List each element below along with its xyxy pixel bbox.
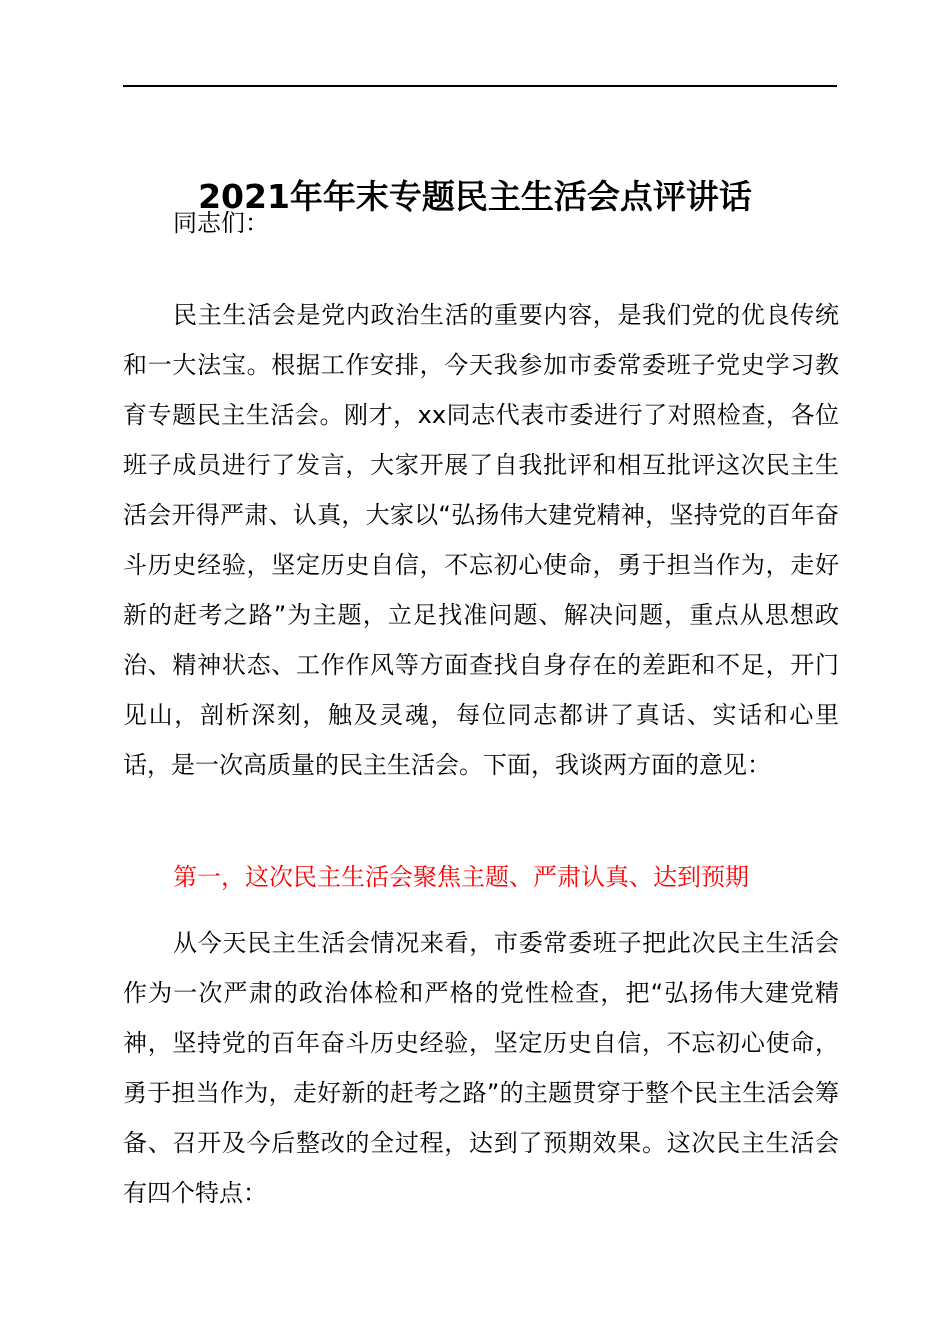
document-title: 2021年年末专题民主生活会点评讲话 <box>198 177 752 217</box>
header-rule <box>123 85 837 87</box>
paragraph-intro: 民主生活会是党内政治生活的重要内容，是我们党的优良传统和一大法宝。根据工作安排，今天我参加市委常委班子党史学习教育专题民主生活会。刚才，xx同志代表市委进行了对照检查，各位班子成员进行了发言，大家开展了自我批评和相互批评这次民主生活会开得严肃、认真，大家以“弘扬伟大建党精神，坚持党的百年奋斗历史经验，坚定历史自信，不忘初心使命，勇于担当作为，走好新的赶考之路”为主题，立足找准问题、解决问题，重点从思想政治、精神状态、工作作风等方面查找自身存在的差距和不足，开门见山，剖析深刻，触及灵魂，每位同志都讲了真话、实话和心里话，是一次高质量的民主生活会。下面，我谈两方面的意见： <box>123 301 839 779</box>
section-heading-first: 第一，这次民主生活会聚焦主题、严肃认真、达到预期 <box>173 863 749 891</box>
paragraph-section-one: 从今天民主生活会情况来看，市委常委班子把此次民主生活会作为一次严肃的政治体检和严格的党性检查，把“弘扬伟大建党精神，坚持党的百年奋斗历史经验，坚定历史自信，不忘初心使命，勇于担当作为，走好新的赶考之路”的主题贯穿于整个民主生活会筹备、召开及今后整改的全过程，达到了预期效果。这次民主生活会有四个特点： <box>123 929 839 1207</box>
greeting: 同志们： <box>173 209 269 237</box>
